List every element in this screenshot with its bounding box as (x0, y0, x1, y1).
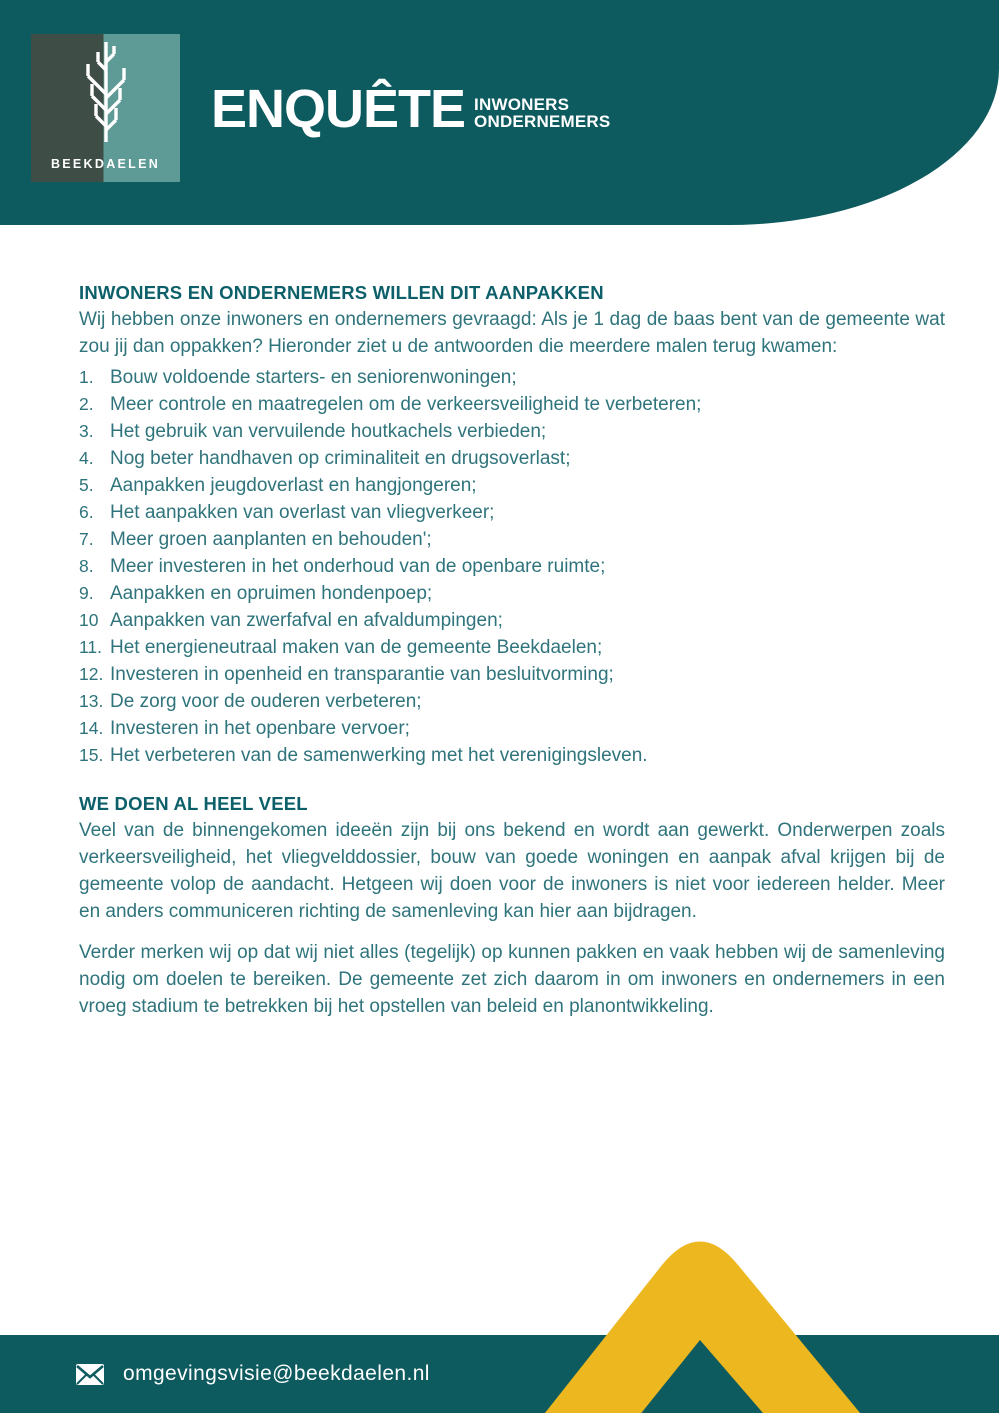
list-item-text: Investeren in het openbare vervoer; (110, 718, 410, 739)
list-item-number: 2. (79, 394, 94, 414)
section1-heading: INWONERS EN ONDERNEMERS WILLEN DIT AANPAKKEN (79, 282, 604, 303)
list-item (79, 742, 945, 769)
list-item-number: 9. (79, 583, 94, 603)
list-item-text: Meer investeren in het onderhoud van de openbare ruimte; (110, 556, 606, 577)
page-title: ENQUÊTE (211, 79, 466, 139)
list-item-number: 6. (79, 502, 94, 522)
envelope-icon (75, 1363, 105, 1386)
list-item (79, 661, 945, 688)
logo-text: BEEKDAELEN (50, 157, 161, 171)
list-item-text: Meer controle en maatregelen om de verkeersveiligheid te verbeteren; (110, 394, 702, 415)
list-item (79, 391, 945, 418)
list-item (79, 607, 945, 634)
aanpakken-list (79, 364, 945, 769)
list-item-text: Bouw voldoende starters- en seniorenwoningen; (110, 367, 517, 388)
list-item-text: Het aanpakken van overlast van vliegverkeer; (110, 502, 495, 523)
list-item-text: Aanpakken en opruimen hondenpoep; (110, 583, 433, 604)
list-item-text: Aanpakken jeugdoverlast en hangjongeren; (110, 475, 477, 496)
subtitle-line-ondernemers: ONDERNEMERS (474, 111, 611, 131)
list-item-number: 11. (79, 637, 103, 657)
subtitle-line-inwoners: INWONERS (474, 95, 570, 114)
header (0, 0, 999, 225)
section2-paragraph-1: Veel van de binnengekomen ideeën zijn bij ons bekend en wordt aan gewerkt. Onderwerpen zoals verkeersveiligheid, het vliegvelddossier, bouw van goede woningen en aanpak afval krijgen bij de gemeente volop de aandacht. Hetgeen wij doen voor de inwoners is niet voor iedereen helder. Meer en anders communiceren richting de samenleving kan hier aan bijdragen. (79, 820, 945, 922)
section1-intro: Wij hebben onze inwoners en ondernemers gevraagd: Als je 1 dag de baas bent van de gemeente wat zou jij dan oppakken? Hieronder ziet u de antwoorden die meerdere malen terug kwamen: (79, 309, 945, 357)
list-item-text: Investeren in openheid en transparantie van besluitvorming; (110, 664, 614, 685)
list-item-number: 3. (79, 421, 94, 441)
list-item (79, 634, 945, 661)
list-item-number: 5. (79, 475, 94, 495)
list-item (79, 580, 945, 607)
list-item-text: Het verbeteren van de samenwerking met het verenigingsleven. (110, 745, 648, 766)
section2-paragraph-2: Verder merken wij op dat wij niet alles (tegelijk) op kunnen pakken en vaak hebben wij de samenleving nodig om doelen te bereiken. De gemeente zet zich daarom in om inwoners en ondernemers in een vroeg stadium te betrekken bij het opstellen van beleid en planontwikkeling. (79, 942, 945, 1017)
list-item-number: 1. (79, 367, 94, 387)
list-item (79, 688, 945, 715)
list-item-text: Meer groen aanplanten en behouden'; (110, 529, 432, 550)
list-item (79, 526, 945, 553)
main-content (79, 279, 945, 1020)
list-item-text: Het energieneutraal maken van de gemeente Beekdaelen; (110, 637, 603, 658)
list-item-number: 12. (79, 664, 104, 684)
list-item (79, 364, 945, 391)
list-item-text: Aanpakken van zwerfafval en afvaldumpingen; (110, 610, 503, 631)
list-item (79, 445, 945, 472)
list-item (79, 715, 945, 742)
list-item-number: 10 (79, 610, 99, 630)
list-item (79, 418, 945, 445)
tree-icon (56, 40, 156, 144)
list-item-number: 7. (79, 529, 94, 549)
beekdaelen-logo (31, 34, 180, 182)
list-item-number: 15. (79, 745, 104, 765)
list-item (79, 499, 945, 526)
title-row (211, 79, 611, 139)
list-item-number: 4. (79, 448, 94, 468)
list-item-number: 14. (79, 718, 104, 738)
footer-bar (0, 1335, 999, 1413)
list-item-text: Het gebruik van vervuilende houtkachels verbieden; (110, 421, 547, 442)
list-item (79, 553, 945, 580)
page-subtitle (474, 97, 610, 130)
list-item (79, 472, 945, 499)
list-item-number: 13. (79, 691, 104, 711)
list-item-text: De zorg voor de ouderen verbeteren; (110, 691, 422, 712)
list-item-number: 8. (79, 556, 94, 576)
list-item-text: Nog beter handhaven op criminaliteit en drugsoverlast; (110, 448, 571, 469)
email-link[interactable]: omgevingsvisie@beekdaelen.nl (123, 1362, 430, 1385)
section2-heading: WE DOEN AL HEEL VEEL (79, 793, 308, 814)
